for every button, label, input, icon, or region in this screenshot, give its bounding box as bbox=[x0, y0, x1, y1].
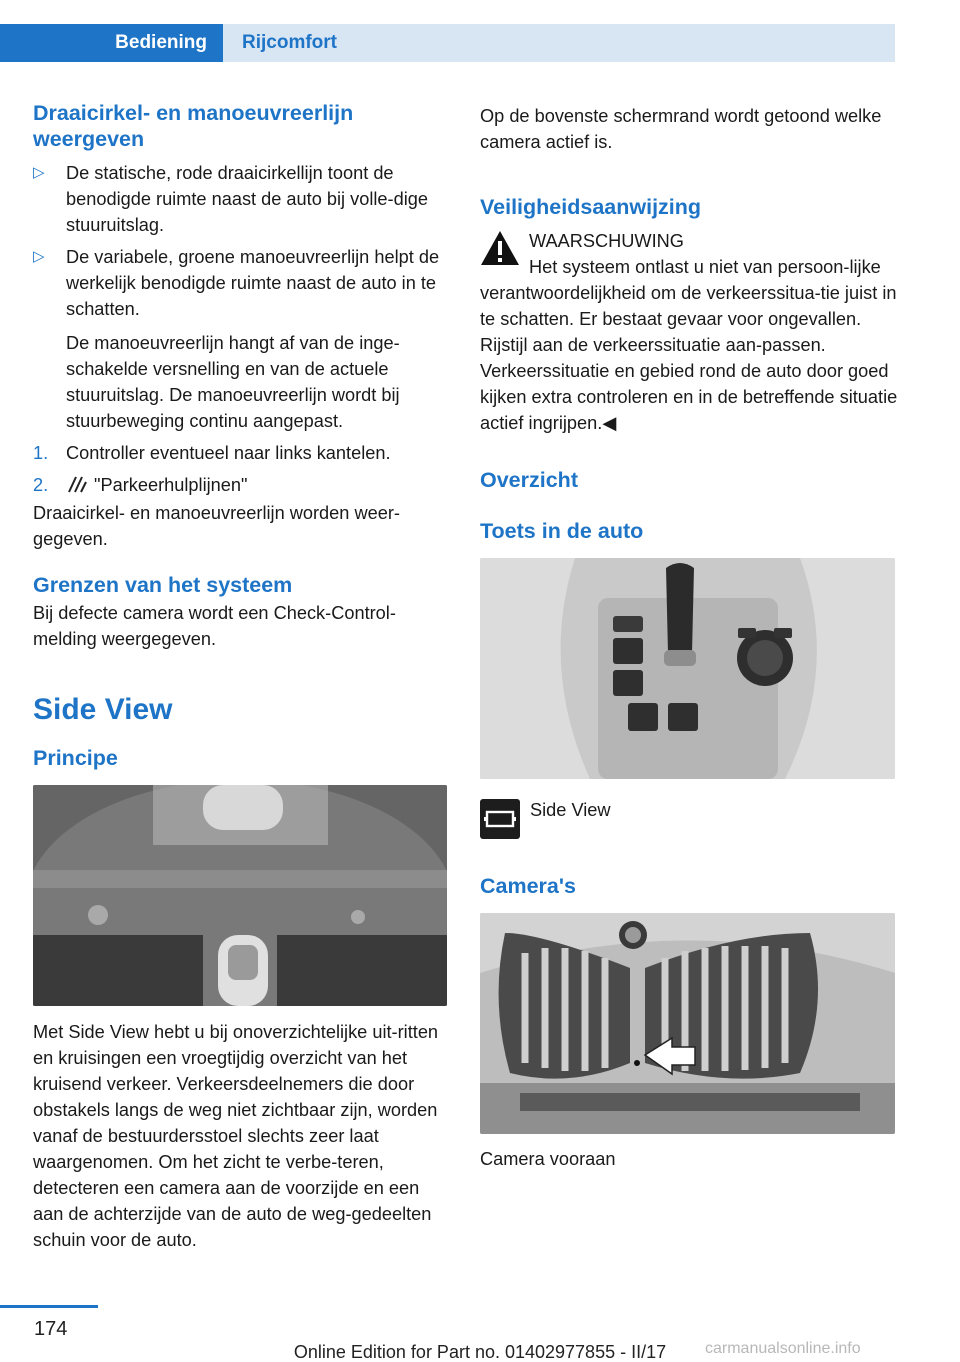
step-number: 2. bbox=[33, 475, 49, 495]
footer-edition: Online Edition for Part no. 01402977855 - II/17 bbox=[293, 1342, 667, 1362]
list-item bbox=[33, 244, 451, 322]
parking-lines-icon bbox=[66, 474, 88, 494]
front-camera-image bbox=[480, 913, 895, 1134]
center-console-image bbox=[480, 558, 895, 779]
step-number: 1. bbox=[33, 443, 49, 463]
left-column bbox=[33, 100, 451, 1253]
paragraph: Draaicirkel- en manoeuvreerlijn worden weer‐gegeven. bbox=[33, 503, 400, 549]
heading-draaicirkel: Draaicirkel- en manoeuvreerlijn weergeven bbox=[33, 101, 354, 151]
step-item bbox=[33, 472, 451, 498]
paragraph: Op de bovenste schermrand wordt getoond welke camera actief is. bbox=[480, 106, 882, 152]
paragraph: Met Side View hebt u bij onoverzichtelijke uit‐ritten en kruisingen een vroegtijdig overzicht van het kruisend verkeer. Verkeersdeelnemers die door obstakels langs de weg niet zichtbaar zijn, worden vanaf de bestuurdersstoel slechts zeer laat waargenomen. Om het zicht te verbe‐teren, detecteren een camera aan de voorzijde en een aan de achterzijde van de auto de weg‐gedeelten schuin voor de auto. bbox=[33, 1022, 439, 1250]
list-item-text: De statische, rode draaicirkellijn toont de benodigde ruimte naast de auto bij volle‐dige stuuruitslag. bbox=[66, 163, 428, 235]
warning-text: Het systeem ontlast u niet van persoon‐lijke verantwoordelijkheid om de verkeerssitua‐tie juist in te schatten. Er bestaat gevaar voor ongevallen. Rijstijl aan de verkeerssituatie aan‐passen. Verkeerssituatie en gebied rond de auto door goed kijken extra controleren en in de betreffende situatie actief ingrijpen.◀ bbox=[480, 257, 898, 433]
warning-title: WAARSCHUWING bbox=[529, 231, 684, 251]
warning-triangle-icon bbox=[480, 230, 520, 271]
triangle-bullet-icon: ▷ bbox=[33, 164, 45, 181]
side-view-camera-icon[interactable] bbox=[480, 799, 520, 839]
heading-side-view: Side View bbox=[33, 693, 173, 726]
page-number: 174 bbox=[34, 1318, 68, 1340]
step-item bbox=[33, 440, 451, 466]
heading-principe: Principe bbox=[33, 746, 118, 770]
list-item-text: De variabele, groene manoeuvreerlijn helpt de werkelijk benodigde ruimte naast de auto in te schatten. bbox=[66, 247, 440, 319]
tab-bediening[interactable]: Bediening bbox=[0, 24, 223, 62]
triangle-bullet-icon: ▷ bbox=[33, 248, 45, 265]
list-item-subtext: De manoeuvreerlijn hangt af van de inge‐schakelde versnelling en van de actuele stuuruitslag. De manoeuvreerlijn wordt bij stuurbeweging continu aangepast. bbox=[66, 333, 400, 431]
step-text: "Parkeerhulplijnen" bbox=[94, 475, 248, 495]
paragraph: Bij defecte camera wordt een Check-Control-melding weergegeven. bbox=[33, 603, 396, 649]
heading-grenzen: Grenzen van het systeem bbox=[33, 573, 293, 597]
heading-cameras: Camera's bbox=[480, 874, 576, 898]
step-text: Controller eventueel naar links kantelen. bbox=[66, 443, 391, 463]
list-item bbox=[33, 160, 451, 238]
chapter-tab-bar bbox=[0, 24, 895, 62]
heading-overzicht: Overzicht bbox=[480, 468, 578, 492]
side-view-button-label: Side View bbox=[530, 800, 611, 820]
heading-veiligheid: Veiligheidsaanwijzing bbox=[480, 195, 702, 219]
image-caption: Camera vooraan bbox=[480, 1149, 616, 1169]
heading-toets: Toets in de auto bbox=[480, 519, 644, 543]
watermark: carmanualsonline.info bbox=[705, 1340, 861, 1357]
warning-block bbox=[480, 228, 898, 436]
side-view-button-row bbox=[480, 799, 898, 839]
right-column bbox=[480, 100, 898, 1172]
side-view-principle-image bbox=[33, 785, 447, 1006]
tab-rijcomfort[interactable]: Rijcomfort bbox=[223, 24, 895, 62]
page-number-rule bbox=[0, 1305, 98, 1308]
